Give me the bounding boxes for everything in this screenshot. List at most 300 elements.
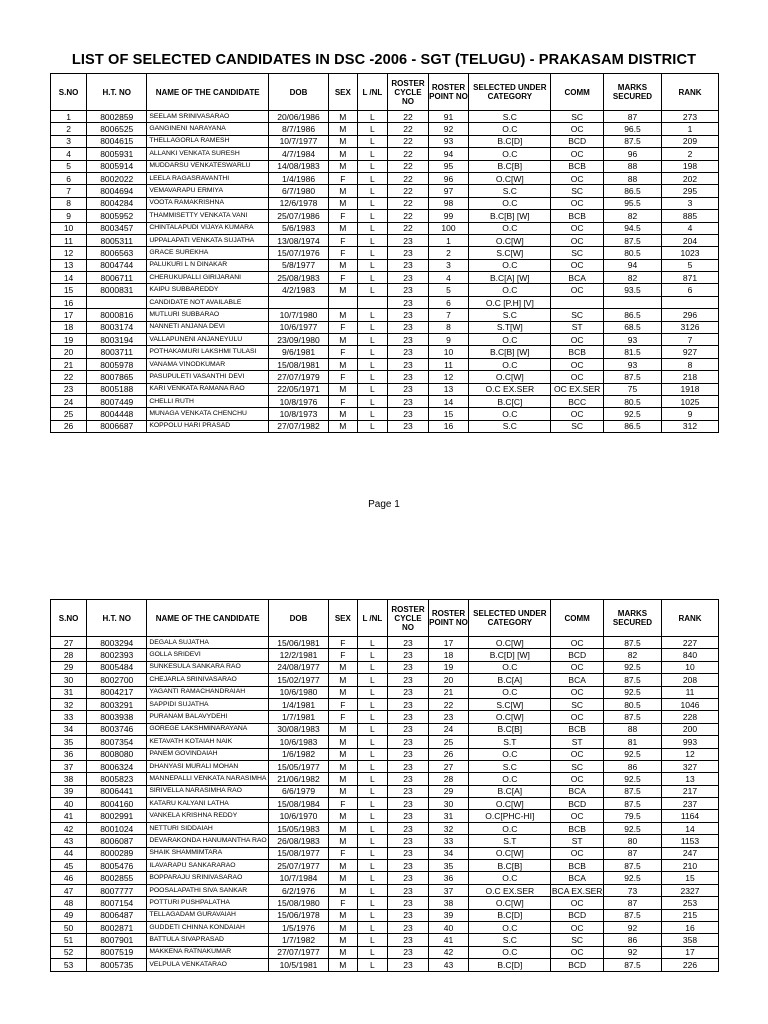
cell-sex: M bbox=[329, 872, 357, 884]
cell-dob: 15/08/1980 bbox=[268, 897, 328, 909]
cell-marks bbox=[603, 296, 661, 308]
cell-dob: 15/06/1978 bbox=[268, 909, 328, 921]
cell-roster-cycle: 23 bbox=[388, 408, 429, 420]
cell-roster-cycle: 23 bbox=[388, 395, 429, 407]
cell-comm: OC bbox=[551, 358, 604, 370]
cell-sno: 43 bbox=[51, 835, 87, 847]
cell-comm: OC bbox=[551, 172, 604, 184]
cell-dob: 22/05/1971 bbox=[268, 383, 328, 395]
cell-roster-cycle: 23 bbox=[388, 383, 429, 395]
cell-rank: 253 bbox=[661, 897, 718, 909]
cell-roster-cycle: 22 bbox=[388, 210, 429, 222]
cell-sex: M bbox=[329, 860, 357, 872]
cell-dob: 25/07/1986 bbox=[268, 210, 328, 222]
cell-comm: SC bbox=[551, 247, 604, 259]
table-row bbox=[51, 160, 719, 172]
cell-roster-cycle: 23 bbox=[388, 847, 429, 859]
cell-ht-no: 8004448 bbox=[87, 408, 147, 420]
table-row bbox=[51, 773, 719, 785]
cell-roster-point: 40 bbox=[428, 921, 469, 933]
cell-candidate-name: TELLAGADAM GURAVAIAH bbox=[147, 909, 269, 921]
cell-category: O.C bbox=[469, 334, 551, 346]
cell-l-nl: L bbox=[357, 408, 388, 420]
cell-candidate-name: PASUPULETI VASANTHI DEVI bbox=[147, 371, 269, 383]
cell-comm: BCA bbox=[551, 674, 604, 686]
cell-roster-point: 15 bbox=[428, 408, 469, 420]
cell-dob: 1/4/1981 bbox=[268, 698, 328, 710]
cell-l-nl: L bbox=[357, 785, 388, 797]
cell-marks: 87.5 bbox=[603, 234, 661, 246]
cell-l-nl: L bbox=[357, 420, 388, 432]
cell-comm: BCD bbox=[551, 909, 604, 921]
cell-category: O.C[W] bbox=[469, 798, 551, 810]
cell-marks: 80 bbox=[603, 835, 661, 847]
cell-marks: 92.5 bbox=[603, 822, 661, 834]
cell-roster-cycle: 22 bbox=[388, 185, 429, 197]
cell-dob: 10/7/1984 bbox=[268, 872, 328, 884]
cell-candidate-name: GUDDETI CHINNA KONDAIAH bbox=[147, 921, 269, 933]
cell-rank: 10 bbox=[661, 661, 718, 673]
cell-roster-point: 93 bbox=[428, 135, 469, 147]
cell-category: S.C bbox=[469, 760, 551, 772]
table-row bbox=[51, 383, 719, 395]
col-header-comm: COMM bbox=[551, 600, 604, 637]
col-header-sno: S.NO bbox=[51, 74, 87, 111]
cell-sex: M bbox=[329, 661, 357, 673]
cell-roster-cycle: 23 bbox=[388, 649, 429, 661]
cell-dob: 10/8/1973 bbox=[268, 408, 328, 420]
cell-sno: 38 bbox=[51, 773, 87, 785]
cell-sno: 53 bbox=[51, 959, 87, 971]
cell-sno: 30 bbox=[51, 674, 87, 686]
cell-category: O.C EX.SER bbox=[469, 383, 551, 395]
cell-dob: 10/7/1980 bbox=[268, 309, 328, 321]
cell-roster-point: 5 bbox=[428, 284, 469, 296]
cell-ht-no: 8002393 bbox=[87, 649, 147, 661]
cell-l-nl: L bbox=[357, 909, 388, 921]
cell-sno: 52 bbox=[51, 946, 87, 958]
cell-rank bbox=[661, 296, 718, 308]
cell-sno: 10 bbox=[51, 222, 87, 234]
cell-l-nl: L bbox=[357, 723, 388, 735]
cell-sno: 8 bbox=[51, 197, 87, 209]
cell-sex: M bbox=[329, 835, 357, 847]
col-header-rank: RANK bbox=[661, 74, 718, 111]
cell-dob: 15/05/1977 bbox=[268, 760, 328, 772]
cell-ht-no: 8005484 bbox=[87, 661, 147, 673]
cell-ht-no: 8003746 bbox=[87, 723, 147, 735]
cell-sex: M bbox=[329, 111, 357, 123]
cell-comm: BCC bbox=[551, 395, 604, 407]
table-row bbox=[51, 296, 719, 308]
cell-sno: 22 bbox=[51, 371, 87, 383]
cell-dob: 12/2/1981 bbox=[268, 649, 328, 661]
cell-ht-no: 8002855 bbox=[87, 872, 147, 884]
cell-marks: 81 bbox=[603, 736, 661, 748]
cell-rank: 358 bbox=[661, 934, 718, 946]
cell-roster-point: 33 bbox=[428, 835, 469, 847]
cell-sno: 19 bbox=[51, 334, 87, 346]
cell-comm: ST bbox=[551, 835, 604, 847]
cell-category: O.C bbox=[469, 872, 551, 884]
cell-sno: 7 bbox=[51, 185, 87, 197]
cell-roster-cycle: 23 bbox=[388, 760, 429, 772]
cell-sno: 47 bbox=[51, 884, 87, 896]
cell-sno: 45 bbox=[51, 860, 87, 872]
cell-candidate-name: ILAVARAPU SANKARARAO bbox=[147, 860, 269, 872]
cell-comm: BCD bbox=[551, 135, 604, 147]
cell-roster-point: 8 bbox=[428, 321, 469, 333]
cell-roster-point: 13 bbox=[428, 383, 469, 395]
cell-roster-cycle: 23 bbox=[388, 773, 429, 785]
table-row bbox=[51, 321, 719, 333]
cell-category: O.C bbox=[469, 123, 551, 135]
cell-candidate-name: KETAVATH KOTAIAH NAIK bbox=[147, 736, 269, 748]
cell-l-nl: L bbox=[357, 309, 388, 321]
table-row bbox=[51, 135, 719, 147]
cell-candidate-name: MAKKENA RATNAKUMAR bbox=[147, 946, 269, 958]
cell-roster-point: 28 bbox=[428, 773, 469, 785]
cell-ht-no: 8003938 bbox=[87, 711, 147, 723]
cell-sex: M bbox=[329, 921, 357, 933]
cell-roster-cycle: 23 bbox=[388, 309, 429, 321]
cell-sex: M bbox=[329, 135, 357, 147]
table-row bbox=[51, 686, 719, 698]
cell-sex: M bbox=[329, 723, 357, 735]
cell-l-nl: L bbox=[357, 210, 388, 222]
cell-ht-no: 8005823 bbox=[87, 773, 147, 785]
cell-sex: F bbox=[329, 649, 357, 661]
cell-comm: OC bbox=[551, 371, 604, 383]
cell-l-nl: L bbox=[357, 959, 388, 971]
cell-sno: 36 bbox=[51, 748, 87, 760]
cell-l-nl: L bbox=[357, 835, 388, 847]
candidates-table bbox=[50, 599, 719, 972]
cell-roster-cycle: 23 bbox=[388, 959, 429, 971]
cell-roster-point: 97 bbox=[428, 185, 469, 197]
cell-comm: OC bbox=[551, 259, 604, 271]
cell-candidate-name: GANGINENI NARAYANA bbox=[147, 123, 269, 135]
cell-ht-no: 8004744 bbox=[87, 259, 147, 271]
col-header-sex: SEX bbox=[329, 74, 357, 111]
cell-marks: 92.5 bbox=[603, 872, 661, 884]
cell-rank: 12 bbox=[661, 748, 718, 760]
col-header-roster-cycle: ROSTER CYCLE NO bbox=[388, 74, 429, 111]
cell-l-nl: L bbox=[357, 272, 388, 284]
cell-category: S.T bbox=[469, 736, 551, 748]
cell-dob: 10/8/1976 bbox=[268, 395, 328, 407]
cell-marks: 88 bbox=[603, 723, 661, 735]
cell-l-nl: L bbox=[357, 395, 388, 407]
cell-roster-point: 22 bbox=[428, 698, 469, 710]
cell-sex: M bbox=[329, 408, 357, 420]
cell-marks: 94 bbox=[603, 259, 661, 271]
table-row bbox=[51, 234, 719, 246]
cell-category: S.C bbox=[469, 185, 551, 197]
cell-candidate-name: POTTURI PUSHPALATHA bbox=[147, 897, 269, 909]
cell-ht-no bbox=[87, 296, 147, 308]
cell-roster-cycle: 23 bbox=[388, 884, 429, 896]
cell-roster-point: 41 bbox=[428, 934, 469, 946]
cell-dob: 1/6/1982 bbox=[268, 748, 328, 760]
cell-roster-point: 36 bbox=[428, 872, 469, 884]
cell-ht-no: 8005978 bbox=[87, 358, 147, 370]
cell-sno: 20 bbox=[51, 346, 87, 358]
col-header-roster-point: ROSTER POINT NO bbox=[428, 600, 469, 637]
cell-roster-cycle: 23 bbox=[388, 259, 429, 271]
cell-candidate-name: CHERUKUPALLI GIRIJARANI bbox=[147, 272, 269, 284]
cell-candidate-name: UPPALAPATI VENKATA SUJATHA bbox=[147, 234, 269, 246]
cell-sex: F bbox=[329, 346, 357, 358]
cell-sno: 41 bbox=[51, 810, 87, 822]
cell-roster-cycle: 23 bbox=[388, 358, 429, 370]
cell-l-nl: L bbox=[357, 798, 388, 810]
cell-sno: 1 bbox=[51, 111, 87, 123]
cell-ht-no: 8002991 bbox=[87, 810, 147, 822]
cell-roster-point: 100 bbox=[428, 222, 469, 234]
cell-sex: F bbox=[329, 321, 357, 333]
cell-roster-cycle: 23 bbox=[388, 637, 429, 649]
cell-sno: 18 bbox=[51, 321, 87, 333]
cell-marks: 87 bbox=[603, 111, 661, 123]
cell-roster-point: 11 bbox=[428, 358, 469, 370]
cell-l-nl: L bbox=[357, 371, 388, 383]
cell-roster-cycle: 22 bbox=[388, 222, 429, 234]
col-header-htno: H.T. NO bbox=[87, 600, 147, 637]
cell-ht-no: 8003194 bbox=[87, 334, 147, 346]
cell-l-nl: L bbox=[357, 810, 388, 822]
cell-roster-cycle: 23 bbox=[388, 909, 429, 921]
cell-roster-point: 26 bbox=[428, 748, 469, 760]
cell-candidate-name: KARI VENKATA RAMANA RAO bbox=[147, 383, 269, 395]
cell-marks: 92 bbox=[603, 921, 661, 933]
cell-sno: 50 bbox=[51, 921, 87, 933]
table-row bbox=[51, 185, 719, 197]
cell-sex: F bbox=[329, 798, 357, 810]
cell-ht-no: 8007901 bbox=[87, 934, 147, 946]
cell-sex: M bbox=[329, 686, 357, 698]
cell-roster-point: 17 bbox=[428, 637, 469, 649]
cell-category: O.C bbox=[469, 408, 551, 420]
cell-ht-no: 8005188 bbox=[87, 383, 147, 395]
cell-marks: 86 bbox=[603, 934, 661, 946]
table-row bbox=[51, 222, 719, 234]
cell-sno: 2 bbox=[51, 123, 87, 135]
cell-comm: BCB bbox=[551, 346, 604, 358]
cell-marks: 87.5 bbox=[603, 711, 661, 723]
cell-dob: 10/6/1980 bbox=[268, 686, 328, 698]
cell-roster-cycle: 23 bbox=[388, 921, 429, 933]
cell-roster-cycle: 23 bbox=[388, 872, 429, 884]
cell-sex: F bbox=[329, 210, 357, 222]
cell-l-nl: L bbox=[357, 123, 388, 135]
cell-comm: OC bbox=[551, 284, 604, 296]
candidates-table bbox=[50, 73, 719, 433]
cell-ht-no: 8002871 bbox=[87, 921, 147, 933]
cell-roster-cycle: 23 bbox=[388, 334, 429, 346]
cell-rank: 4 bbox=[661, 222, 718, 234]
cell-dob: 27/07/1979 bbox=[268, 371, 328, 383]
cell-candidate-name: VEMAVARAPU ERMIYA bbox=[147, 185, 269, 197]
cell-marks: 93 bbox=[603, 334, 661, 346]
cell-l-nl: L bbox=[357, 686, 388, 698]
table-row bbox=[51, 711, 719, 723]
cell-candidate-name: KAIPU SUBBAREDDY bbox=[147, 284, 269, 296]
cell-l-nl: L bbox=[357, 172, 388, 184]
cell-marks: 75 bbox=[603, 383, 661, 395]
table-row bbox=[51, 334, 719, 346]
cell-roster-point: 18 bbox=[428, 649, 469, 661]
cell-candidate-name: VANAMA VINODKUMAR bbox=[147, 358, 269, 370]
table-row bbox=[51, 123, 719, 135]
cell-comm: OC bbox=[551, 921, 604, 933]
cell-comm: ST bbox=[551, 321, 604, 333]
cell-comm: BCA bbox=[551, 872, 604, 884]
cell-ht-no: 8005931 bbox=[87, 148, 147, 160]
cell-rank: 9 bbox=[661, 408, 718, 420]
cell-ht-no: 8004694 bbox=[87, 185, 147, 197]
cell-ht-no: 8005914 bbox=[87, 160, 147, 172]
cell-candidate-name: VANKELA KRISHNA REDDY bbox=[147, 810, 269, 822]
cell-ht-no: 8001024 bbox=[87, 822, 147, 834]
cell-dob: 12/6/1978 bbox=[268, 197, 328, 209]
cell-roster-cycle: 23 bbox=[388, 822, 429, 834]
cell-roster-point: 94 bbox=[428, 148, 469, 160]
cell-marks: 87.5 bbox=[603, 860, 661, 872]
cell-candidate-name: CHEJARLA SRINIVASARAO bbox=[147, 674, 269, 686]
cell-l-nl: L bbox=[357, 847, 388, 859]
cell-rank: 1025 bbox=[661, 395, 718, 407]
cell-roster-cycle: 22 bbox=[388, 111, 429, 123]
cell-comm: OC bbox=[551, 847, 604, 859]
cell-marks: 87.5 bbox=[603, 909, 661, 921]
cell-roster-cycle: 23 bbox=[388, 371, 429, 383]
cell-l-nl: L bbox=[357, 698, 388, 710]
cell-candidate-name: MUTLURI SUBBARAO bbox=[147, 309, 269, 321]
cell-marks: 87 bbox=[603, 897, 661, 909]
cell-marks: 80.5 bbox=[603, 698, 661, 710]
cell-marks: 92.5 bbox=[603, 408, 661, 420]
cell-dob: 4/7/1984 bbox=[268, 148, 328, 160]
table-row bbox=[51, 420, 719, 432]
cell-category: O.C bbox=[469, 358, 551, 370]
cell-l-nl: L bbox=[357, 760, 388, 772]
cell-l-nl: L bbox=[357, 148, 388, 160]
cell-roster-cycle: 23 bbox=[388, 346, 429, 358]
cell-comm: SC bbox=[551, 309, 604, 321]
cell-rank: 208 bbox=[661, 674, 718, 686]
cell-sex: M bbox=[329, 197, 357, 209]
col-header-rank: RANK bbox=[661, 600, 718, 637]
cell-dob: 15/08/1984 bbox=[268, 798, 328, 810]
cell-roster-cycle: 22 bbox=[388, 148, 429, 160]
cell-ht-no: 8003174 bbox=[87, 321, 147, 333]
cell-marks: 86.5 bbox=[603, 309, 661, 321]
cell-comm: SC bbox=[551, 760, 604, 772]
cell-ht-no: 8007154 bbox=[87, 897, 147, 909]
cell-marks: 87.5 bbox=[603, 135, 661, 147]
cell-category: B.C[B] bbox=[469, 723, 551, 735]
cell-roster-point: 19 bbox=[428, 661, 469, 673]
table-row bbox=[51, 358, 719, 370]
cell-roster-point: 34 bbox=[428, 847, 469, 859]
cell-sno: 23 bbox=[51, 383, 87, 395]
cell-l-nl: L bbox=[357, 346, 388, 358]
cell-l-nl: L bbox=[357, 872, 388, 884]
cell-dob: 5/8/1977 bbox=[268, 259, 328, 271]
cell-category: S.T[W] bbox=[469, 321, 551, 333]
cell-marks: 87.5 bbox=[603, 674, 661, 686]
cell-marks: 87 bbox=[603, 847, 661, 859]
cell-sex: M bbox=[329, 123, 357, 135]
cell-dob: 24/08/1977 bbox=[268, 661, 328, 673]
cell-rank: 217 bbox=[661, 785, 718, 797]
cell-comm: OC bbox=[551, 197, 604, 209]
cell-dob: 4/2/1983 bbox=[268, 284, 328, 296]
cell-dob: 20/06/1986 bbox=[268, 111, 328, 123]
cell-roster-point: 39 bbox=[428, 909, 469, 921]
cell-category: B.C[D] bbox=[469, 909, 551, 921]
cell-candidate-name: KATARU KALYANI LATHA bbox=[147, 798, 269, 810]
cell-category: O.C[W] bbox=[469, 172, 551, 184]
cell-category: O.C bbox=[469, 748, 551, 760]
cell-marks: 82 bbox=[603, 649, 661, 661]
cell-category: O.C bbox=[469, 946, 551, 958]
cell-rank: 885 bbox=[661, 210, 718, 222]
cell-comm bbox=[551, 296, 604, 308]
cell-roster-point: 35 bbox=[428, 860, 469, 872]
cell-category: S.C[W] bbox=[469, 698, 551, 710]
cell-roster-point: 25 bbox=[428, 736, 469, 748]
cell-ht-no: 8003291 bbox=[87, 698, 147, 710]
cell-category: O.C[W] bbox=[469, 711, 551, 723]
cell-dob: 15/05/1983 bbox=[268, 822, 328, 834]
col-header-roster-point: ROSTER POINT NO bbox=[428, 74, 469, 111]
cell-roster-point: 14 bbox=[428, 395, 469, 407]
col-header-name: NAME OF THE CANDIDATE bbox=[147, 600, 269, 637]
cell-marks: 87.5 bbox=[603, 637, 661, 649]
table-row bbox=[51, 822, 719, 834]
cell-marks: 93.5 bbox=[603, 284, 661, 296]
cell-comm: SC bbox=[551, 420, 604, 432]
cell-category: S.C bbox=[469, 420, 551, 432]
cell-rank: 1918 bbox=[661, 383, 718, 395]
cell-roster-point: 30 bbox=[428, 798, 469, 810]
table-row bbox=[51, 111, 719, 123]
cell-ht-no: 8004160 bbox=[87, 798, 147, 810]
cell-comm: OC bbox=[551, 773, 604, 785]
cell-candidate-name: VOOTA RAMAKRISHNA bbox=[147, 197, 269, 209]
cell-rank: 1046 bbox=[661, 698, 718, 710]
table-row bbox=[51, 698, 719, 710]
cell-l-nl: L bbox=[357, 383, 388, 395]
cell-rank: 198 bbox=[661, 160, 718, 172]
cell-sno: 37 bbox=[51, 760, 87, 772]
table-row bbox=[51, 309, 719, 321]
cell-ht-no: 8008080 bbox=[87, 748, 147, 760]
cell-ht-no: 8007865 bbox=[87, 371, 147, 383]
cell-roster-point: 12 bbox=[428, 371, 469, 383]
cell-l-nl: L bbox=[357, 358, 388, 370]
cell-comm: BCB bbox=[551, 822, 604, 834]
cell-sex: F bbox=[329, 698, 357, 710]
cell-rank: 1153 bbox=[661, 835, 718, 847]
cell-dob: 1/5/1976 bbox=[268, 921, 328, 933]
cell-dob: 26/08/1983 bbox=[268, 835, 328, 847]
cell-marks: 92.5 bbox=[603, 773, 661, 785]
cell-ht-no: 8005476 bbox=[87, 860, 147, 872]
cell-comm: BCD bbox=[551, 798, 604, 810]
